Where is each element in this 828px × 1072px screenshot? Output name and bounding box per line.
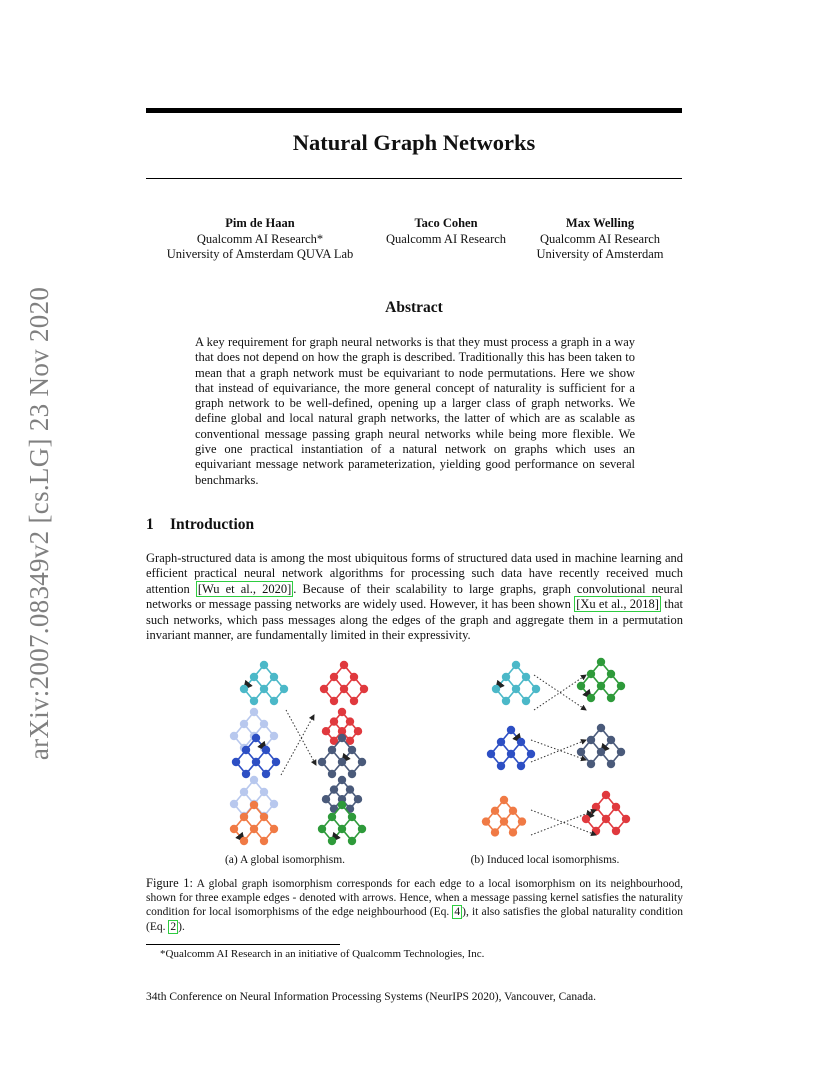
graph-node bbox=[346, 717, 354, 725]
graph-node bbox=[491, 807, 499, 815]
graph-node bbox=[260, 837, 268, 845]
graph-node bbox=[346, 785, 354, 793]
caption-text: ), it also satisfies the global naturality condition (Eq. bbox=[146, 906, 683, 933]
graph-node bbox=[338, 776, 346, 784]
graph-node bbox=[240, 720, 248, 728]
graph-node bbox=[502, 673, 510, 681]
graph-node bbox=[270, 825, 278, 833]
graph-node bbox=[597, 748, 605, 756]
arxiv-id: arXiv:2007.08349v2 [cs.LG] 23 Nov 2020 bbox=[24, 286, 55, 760]
figure-caption bbox=[146, 876, 683, 934]
graph-node bbox=[602, 791, 610, 799]
footnote: *Qualcomm AI Research in an initiative of Qualcomm Technologies, Inc. bbox=[160, 948, 485, 960]
graph-node bbox=[318, 825, 326, 833]
author-affiliation: Qualcomm AI Research* bbox=[196, 231, 324, 246]
graph-node bbox=[338, 734, 346, 742]
graph-node bbox=[230, 732, 238, 740]
graph-node bbox=[358, 758, 366, 766]
graph-node bbox=[340, 661, 348, 669]
graph-node bbox=[250, 673, 258, 681]
graph-node bbox=[252, 758, 260, 766]
graph-node bbox=[592, 803, 600, 811]
graph-node bbox=[358, 825, 366, 833]
graph-node bbox=[240, 813, 248, 821]
graph-node bbox=[338, 825, 346, 833]
graph-node bbox=[497, 762, 505, 770]
graph-node bbox=[328, 813, 336, 821]
graph-node bbox=[612, 827, 620, 835]
equation-link[interactable]: 2 bbox=[170, 920, 177, 933]
graph-node bbox=[260, 720, 268, 728]
graph-node bbox=[607, 670, 615, 678]
graph-node bbox=[340, 685, 348, 693]
author-block-2 bbox=[366, 216, 526, 247]
graph-node bbox=[497, 738, 505, 746]
graph-node bbox=[512, 685, 520, 693]
graph-node bbox=[500, 817, 508, 825]
graph-node bbox=[597, 682, 605, 690]
abstract-heading: Abstract bbox=[385, 299, 443, 316]
graph-node bbox=[338, 708, 346, 716]
mapping-arrow bbox=[286, 710, 316, 765]
graph-node bbox=[318, 758, 326, 766]
author-name: Max Welling bbox=[565, 216, 635, 230]
graph-node bbox=[587, 694, 595, 702]
graph-node bbox=[230, 800, 238, 808]
figure-1-graphic bbox=[146, 650, 682, 860]
graph-node bbox=[487, 750, 495, 758]
graph-node bbox=[242, 770, 250, 778]
intro-text: that such networks, which pass messages along the edges of the graph and aggregate them in a permutation invariant manner, are fundamentally limited in their expressivity. bbox=[146, 597, 683, 643]
title-rule-top bbox=[146, 108, 682, 113]
graph-node bbox=[482, 817, 490, 825]
caption-text: ). bbox=[178, 920, 185, 933]
graph-node bbox=[242, 746, 250, 754]
author-affiliation: University of Amsterdam QUVA Lab bbox=[166, 247, 354, 261]
graph-node bbox=[348, 837, 356, 845]
graph-node bbox=[322, 727, 330, 735]
graph-node bbox=[338, 801, 346, 809]
intro-text: Graph-structured data is among the most ubiquitous forms of structured data used in machine learning and efficient practical neural network algorithms for processing such data have recently received much attention bbox=[146, 551, 683, 596]
graph-node bbox=[250, 776, 258, 784]
graph-node bbox=[607, 694, 615, 702]
graph-node bbox=[577, 748, 585, 756]
graph-node bbox=[612, 803, 620, 811]
graph-node bbox=[250, 708, 258, 716]
mapping-arrow bbox=[281, 715, 314, 775]
graph-node bbox=[354, 795, 362, 803]
graph-node bbox=[250, 801, 258, 809]
graph-node bbox=[509, 807, 517, 815]
graph-node bbox=[320, 685, 328, 693]
graph-node bbox=[260, 788, 268, 796]
graph-node bbox=[260, 685, 268, 693]
graph-node bbox=[348, 746, 356, 754]
footnote-rule bbox=[146, 944, 340, 945]
graph-node bbox=[597, 658, 605, 666]
figure-label: Figure 1: bbox=[146, 876, 193, 890]
graph-node bbox=[518, 817, 526, 825]
graph-node bbox=[507, 750, 515, 758]
subcaption-b: (b) Induced local isomorphisms. bbox=[470, 854, 620, 866]
graph-node bbox=[607, 736, 615, 744]
author-affiliation: Qualcomm AI Research bbox=[539, 231, 661, 246]
graph-node bbox=[328, 770, 336, 778]
graph-node bbox=[348, 770, 356, 778]
section-number: 1 bbox=[146, 516, 154, 533]
graph-node bbox=[522, 697, 530, 705]
graph-node bbox=[250, 697, 258, 705]
arxiv-sidebar bbox=[10, 286, 70, 760]
local-isomorphisms-panel bbox=[482, 658, 630, 837]
graph-node bbox=[587, 760, 595, 768]
graph-node bbox=[322, 795, 330, 803]
author-affiliation: Qualcomm AI Research bbox=[385, 231, 507, 246]
section-heading bbox=[146, 516, 254, 534]
caption-text: A global graph isomorphism corresponds for each edge to a local isomorphism on its neighbourhood, shown for three example edges - denoted with arrows. Hence, when a message passing kernel satisfies the naturality condition for local isomorphisms of the edge neighbourhood (Eq. bbox=[146, 878, 684, 919]
graph-node bbox=[522, 673, 530, 681]
graph-node bbox=[330, 717, 338, 725]
graph-node bbox=[509, 828, 517, 836]
graph-node bbox=[617, 682, 625, 690]
venue-line: 34th Conference on Neural Information Processing Systems (NeurIPS 2020), Vancouver, Canada. bbox=[146, 991, 596, 1003]
graph-node bbox=[587, 736, 595, 744]
citation-link[interactable]: [Xu et al., 2018] bbox=[576, 597, 659, 612]
graph-node bbox=[270, 697, 278, 705]
graph-node bbox=[532, 685, 540, 693]
subcaption-a: (a) A global isomorphism. bbox=[224, 854, 346, 866]
graph-node bbox=[240, 685, 248, 693]
graph-node bbox=[507, 726, 515, 734]
intro-paragraph bbox=[146, 551, 683, 643]
graph-node bbox=[360, 685, 368, 693]
graph-node bbox=[582, 815, 590, 823]
graph-node bbox=[330, 785, 338, 793]
graph-node bbox=[492, 685, 500, 693]
graph-node bbox=[350, 697, 358, 705]
graph-node bbox=[587, 670, 595, 678]
graph-node bbox=[260, 813, 268, 821]
graph-node bbox=[517, 738, 525, 746]
graph-node bbox=[500, 796, 508, 804]
graph-node bbox=[512, 661, 520, 669]
paper-title: Natural Graph Networks bbox=[292, 130, 536, 155]
citation-link[interactable]: [Wu et al., 2020] bbox=[197, 581, 292, 596]
graph-node bbox=[622, 815, 630, 823]
author-block-3 bbox=[520, 216, 680, 263]
author-name: Pim de Haan bbox=[225, 216, 295, 230]
graph-node bbox=[232, 758, 240, 766]
graph-node bbox=[328, 837, 336, 845]
intro-text: . Because of their scalability to large graphs, graph convolutional neural networks or message passing networks are widely used. However, it has been shown bbox=[146, 581, 683, 612]
graph-node bbox=[250, 825, 258, 833]
graph-node bbox=[240, 788, 248, 796]
graph-node bbox=[280, 685, 288, 693]
graph-node bbox=[262, 770, 270, 778]
graph-node bbox=[527, 750, 535, 758]
author-name: Taco Cohen bbox=[414, 216, 478, 230]
graph-node bbox=[517, 762, 525, 770]
graph-node bbox=[230, 825, 238, 833]
abstract-text: A key requirement for graph neural networks is that they must process a graph in a way that does not depend on how the graph is described. Traditionally this has been taken to mean that a graph network must be equivariant to node permutations. Here we show that instead of equivariance, the more general concept of naturality is sufficient for a graph network to be well-defined, opening up a larger class of graph networks. We define global and local natural graph networks, the latter of which are as scalable as conventional message passing graph neural networks while being more flexible. We give one practical instantiation of a natural network on graphs which uses an equivariant message network parameterization, yielding good performance on several benchmarks. bbox=[195, 335, 635, 487]
equation-link[interactable]: 4 bbox=[454, 906, 461, 919]
graph-node bbox=[240, 837, 248, 845]
graph-node bbox=[602, 815, 610, 823]
graph-node bbox=[597, 724, 605, 732]
graph-node bbox=[607, 760, 615, 768]
graph-node bbox=[491, 828, 499, 836]
graph-node bbox=[262, 746, 270, 754]
graph-node bbox=[270, 673, 278, 681]
graph-node bbox=[330, 697, 338, 705]
graph-node bbox=[260, 661, 268, 669]
author-affiliation: University of Amsterdam bbox=[536, 247, 664, 261]
graph-node bbox=[252, 734, 260, 742]
graph-node bbox=[270, 732, 278, 740]
graph-node bbox=[272, 758, 280, 766]
author-block-1 bbox=[150, 216, 370, 263]
graph-node bbox=[502, 697, 510, 705]
graph-node bbox=[577, 682, 585, 690]
graph-node bbox=[354, 727, 362, 735]
graph-node bbox=[350, 673, 358, 681]
graph-node bbox=[338, 758, 346, 766]
section-title: Introduction bbox=[170, 516, 255, 533]
graph-node bbox=[270, 800, 278, 808]
graph-node bbox=[617, 748, 625, 756]
graph-node bbox=[328, 746, 336, 754]
title-rule-bottom bbox=[146, 178, 682, 179]
global-isomorphism-panel bbox=[230, 661, 368, 845]
graph-node bbox=[330, 673, 338, 681]
graph-node bbox=[348, 813, 356, 821]
